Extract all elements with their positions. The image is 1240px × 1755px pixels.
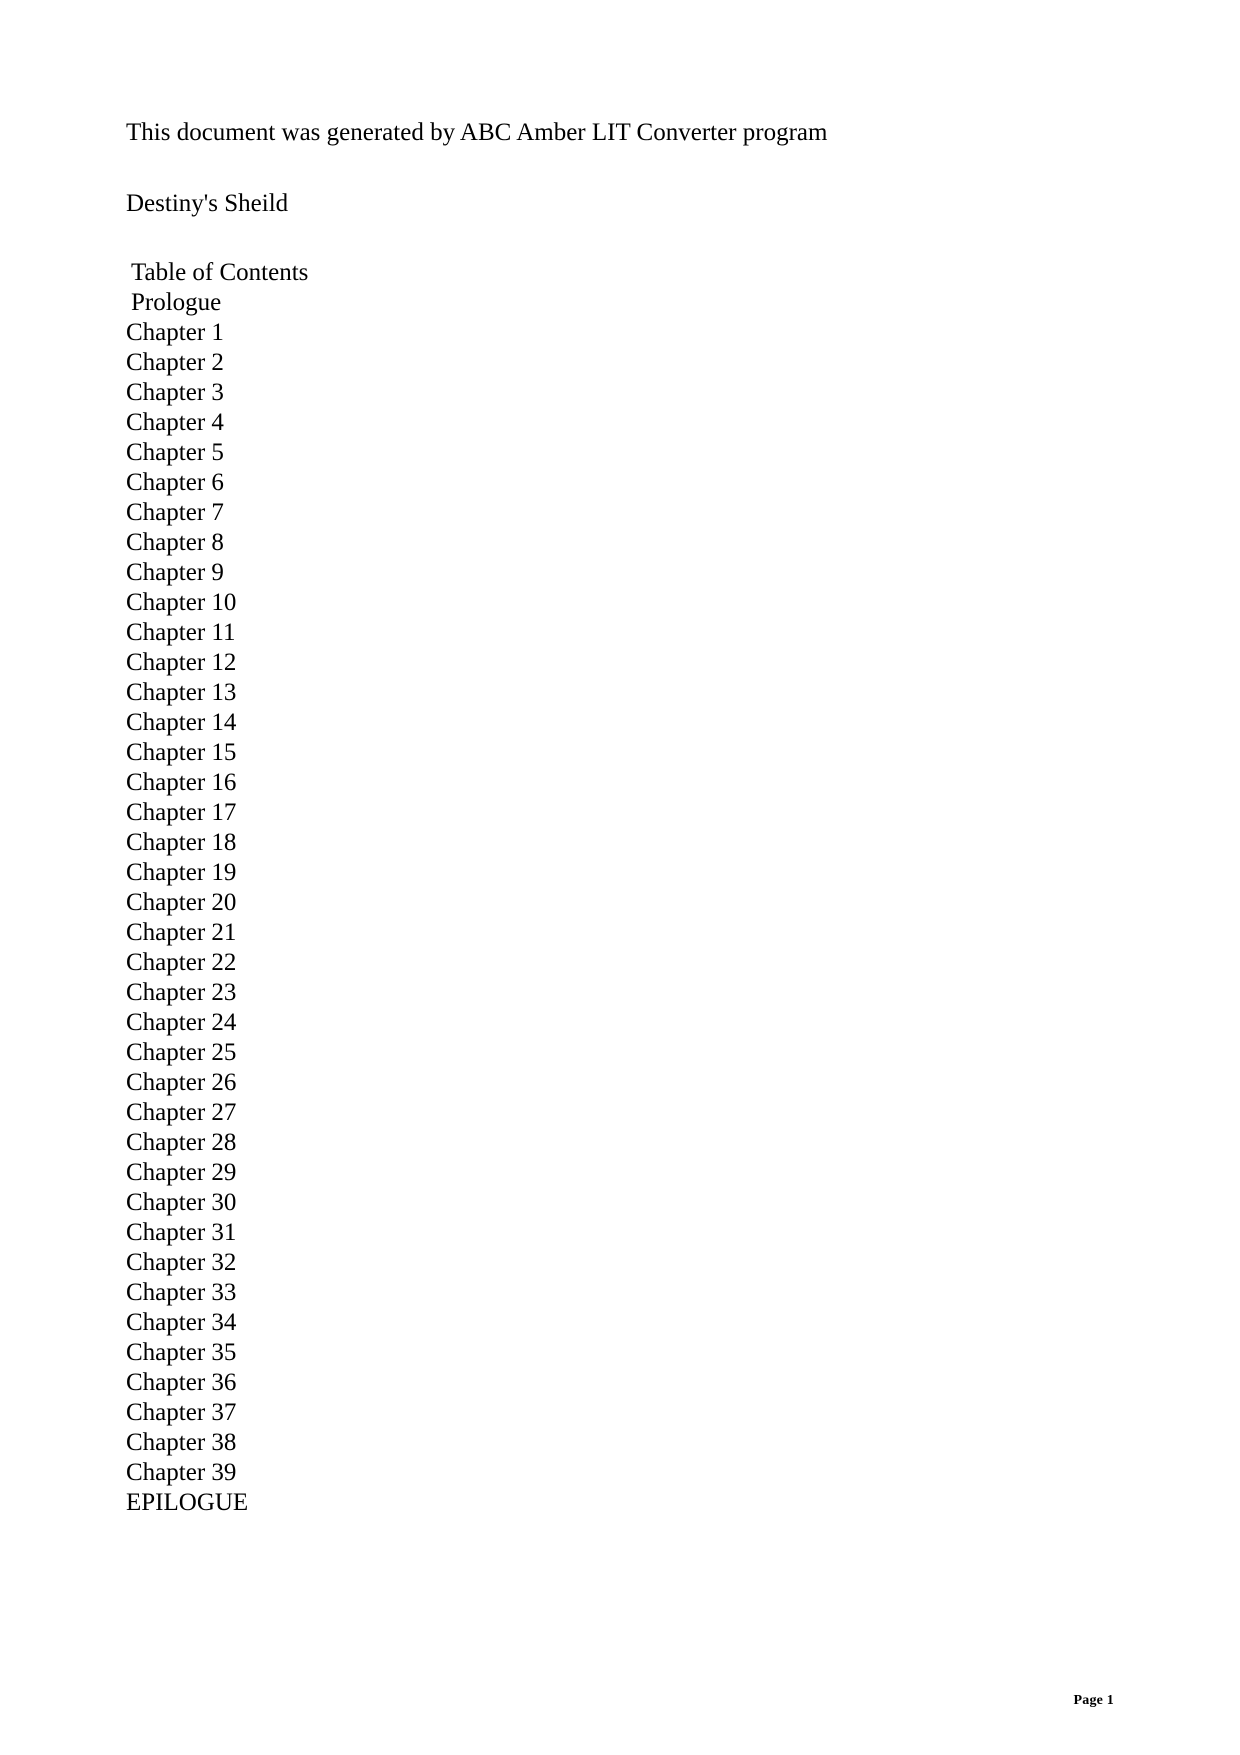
toc-item[interactable]: Chapter 20: [126, 889, 237, 916]
toc-item[interactable]: Chapter 22: [126, 949, 237, 976]
toc-item[interactable]: Chapter 15: [126, 739, 237, 766]
toc-item[interactable]: Chapter 23: [126, 979, 237, 1006]
toc-item[interactable]: Chapter 12: [126, 649, 237, 676]
toc-item[interactable]: Chapter 39: [126, 1459, 237, 1486]
toc-item[interactable]: Chapter 1: [126, 319, 224, 346]
toc-item[interactable]: Chapter 28: [126, 1129, 237, 1156]
toc-item[interactable]: Chapter 32: [126, 1249, 237, 1276]
toc-item[interactable]: Chapter 26: [126, 1069, 237, 1096]
toc-item[interactable]: Chapter 8: [126, 529, 224, 556]
toc-item[interactable]: Chapter 17: [126, 799, 237, 826]
toc-item[interactable]: Chapter 9: [126, 559, 224, 586]
toc-item[interactable]: Chapter 33: [126, 1279, 237, 1306]
toc-item[interactable]: EPILOGUE: [126, 1489, 249, 1516]
toc-item[interactable]: Chapter 4: [126, 409, 224, 436]
page-content: [126, 118, 1106, 1518]
toc-item[interactable]: Chapter 21: [126, 919, 237, 946]
toc-item[interactable]: Chapter 13: [126, 679, 237, 706]
toc-item[interactable]: Chapter 7: [126, 499, 224, 526]
toc-item[interactable]: Chapter 36: [126, 1369, 237, 1396]
toc-item[interactable]: Chapter 2: [126, 349, 224, 376]
toc-item[interactable]: Chapter 27: [126, 1099, 237, 1126]
toc-item[interactable]: Chapter 38: [126, 1429, 237, 1456]
toc-item[interactable]: Chapter 19: [126, 859, 237, 886]
toc-item[interactable]: Chapter 37: [126, 1399, 237, 1426]
toc-item[interactable]: Chapter 24: [126, 1009, 237, 1036]
toc-item[interactable]: Chapter 14: [126, 709, 237, 736]
toc-item[interactable]: Chapter 30: [126, 1189, 237, 1216]
toc-item[interactable]: Chapter 16: [126, 769, 237, 796]
toc-item[interactable]: Chapter 6: [126, 469, 224, 496]
table-of-contents-list: [126, 288, 1106, 1518]
toc-item[interactable]: Chapter 5: [126, 439, 224, 466]
toc-item[interactable]: Chapter 29: [126, 1159, 237, 1186]
toc-item[interactable]: Chapter 35: [126, 1339, 237, 1366]
toc-item[interactable]: Chapter 31: [126, 1219, 237, 1246]
toc-item[interactable]: Chapter 18: [126, 829, 237, 856]
generator-note: This document was generated by ABC Amber LIT Converter program: [126, 119, 828, 146]
toc-item[interactable]: Chapter 11: [126, 619, 236, 646]
toc-item[interactable]: Chapter 3: [126, 379, 224, 406]
book-title: Destiny's Sheild: [126, 190, 289, 217]
toc-item[interactable]: Chapter 25: [126, 1039, 237, 1066]
toc-item[interactable]: Chapter 34: [126, 1309, 237, 1336]
page-number: Page 1: [1073, 1693, 1114, 1708]
toc-item[interactable]: Chapter 10: [126, 589, 237, 616]
table-of-contents-heading: Table of Contents: [131, 259, 309, 286]
toc-item[interactable]: Prologue: [131, 289, 222, 316]
